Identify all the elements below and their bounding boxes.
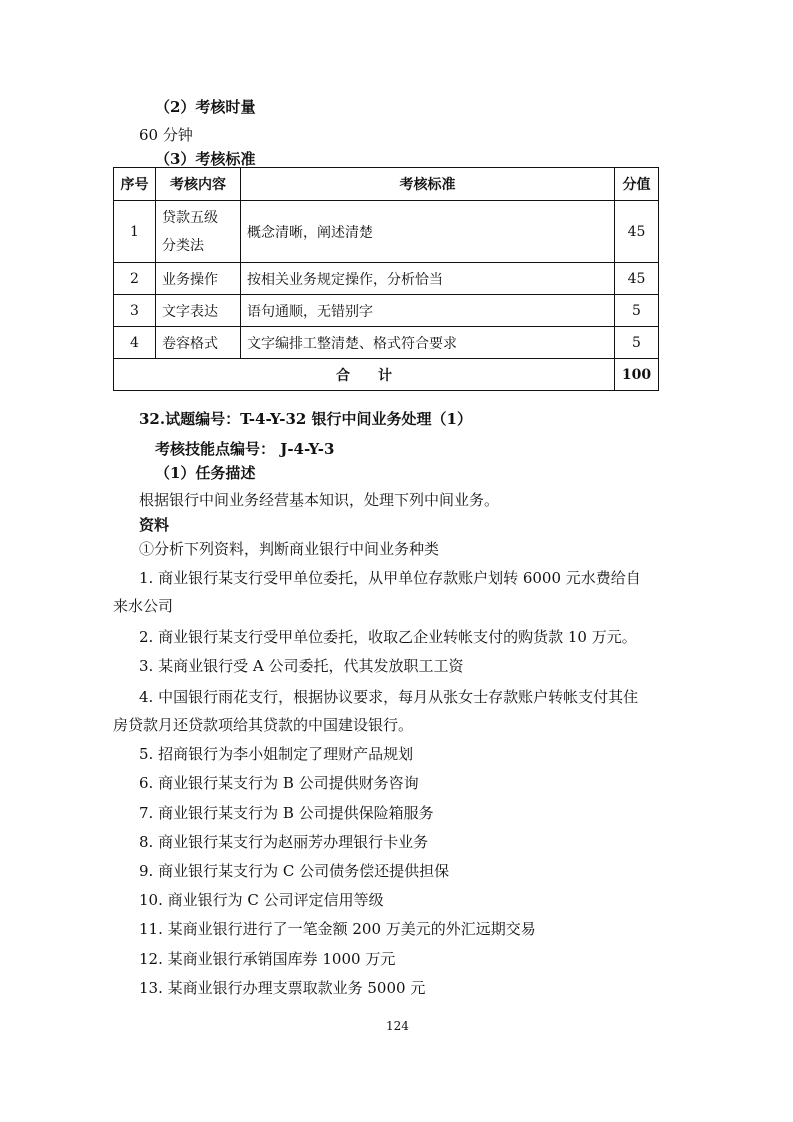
cell-standard: 语句通顺，无错别字: [241, 295, 615, 327]
table-row: [114, 295, 659, 327]
cell-standard: 按相关业务规定操作，分析恰当: [241, 263, 615, 295]
table-row: [114, 201, 659, 263]
list-item: 6. 商业银行某支行为 B 公司提供财务咨询: [139, 774, 419, 792]
exam-duration: 60 分钟: [139, 126, 193, 144]
page-number: 124: [386, 1019, 409, 1033]
cell-no: 3: [114, 295, 156, 327]
list-item: 9. 商业银行某支行为 C 公司债务偿还提供担保: [139, 862, 450, 880]
cell-score: 45: [615, 201, 659, 263]
table-header-row: [114, 168, 659, 201]
cell-content: 文字表达: [156, 295, 241, 327]
grading-table: [113, 167, 659, 391]
list-item: 8. 商业银行某支行为赵丽芳办理银行卡业务: [139, 833, 429, 851]
cell-content: 业务操作: [156, 263, 241, 295]
list-item: 7. 商业银行某支行为 B 公司提供保险箱服务: [139, 804, 434, 822]
total-score: 100: [615, 359, 659, 391]
list-item: 12. 某商业银行承销国库券 1000 万元: [139, 950, 396, 968]
cell-no: 4: [114, 327, 156, 359]
table-row: [114, 327, 659, 359]
section-heading-standard: （3）考核标准: [155, 150, 256, 168]
cell-standard: 概念清晰，阐述清楚: [241, 201, 615, 263]
cell-no: 2: [114, 263, 156, 295]
cell-score: 45: [615, 263, 659, 295]
list-item: 11. 某商业银行进行了一笔金额 200 万美元的外汇远期交易: [139, 920, 536, 938]
list-item-continued: 房贷款月还贷款项给其贷款的中国建设银行。: [113, 716, 414, 734]
cell-content: 卷容格式: [156, 327, 241, 359]
list-item: 1. 商业银行某支行受甲单位委托，从甲单位存款账户划转 6000 元水费给自: [139, 569, 641, 587]
list-item: 10. 商业银行为 C 公司评定信用等级: [139, 891, 384, 909]
skill-code: 考核技能点编号： J-4-Y-3: [155, 440, 335, 458]
table-total-row: [114, 359, 659, 391]
total-label: 合 计: [114, 359, 615, 391]
instruction: ①分析下列资料，判断商业银行中间业务种类: [139, 540, 440, 558]
task-heading: （1）任务描述: [155, 464, 256, 482]
table-row: [114, 263, 659, 295]
header-standard: 考核标准: [241, 168, 615, 201]
cell-no: 1: [114, 201, 156, 263]
section-heading-time: （2）考核时量: [155, 98, 256, 116]
list-item: 4. 中国银行雨花支行，根据协议要求，每月从张女士存款账户转帐支付其住: [139, 688, 639, 706]
list-item: 2. 商业银行某支行受甲单位委托，收取乙企业转帐支付的购货款 10 万元。: [139, 628, 637, 646]
list-item-continued: 来水公司: [113, 597, 174, 615]
cell-content-line: 分类法: [162, 237, 204, 254]
cell-score: 5: [615, 295, 659, 327]
cell-standard: 文字编排工整清楚、格式符合要求: [241, 327, 615, 359]
task-description: 根据银行中间业务经营基本知识，处理下列中间业务。: [139, 491, 500, 509]
list-item: 3. 某商业银行受 A 公司委托，代其发放职工工资: [139, 657, 464, 675]
material-label: 资料: [139, 516, 170, 534]
cell-content-line: 贷款五级: [162, 209, 218, 226]
header-score: 分值: [615, 168, 659, 201]
cell-score: 5: [615, 327, 659, 359]
header-no: 序号: [114, 168, 156, 201]
list-item: 5. 招商银行为李小姐制定了理财产品规划: [139, 745, 414, 763]
header-content: 考核内容: [156, 168, 241, 201]
question-title: 32.试题编号：T-4-Y-32 银行中间业务处理（1）: [139, 410, 472, 428]
cell-content: [156, 201, 241, 263]
list-item: 13. 某商业银行办理支票取款业务 5000 元: [139, 979, 426, 997]
